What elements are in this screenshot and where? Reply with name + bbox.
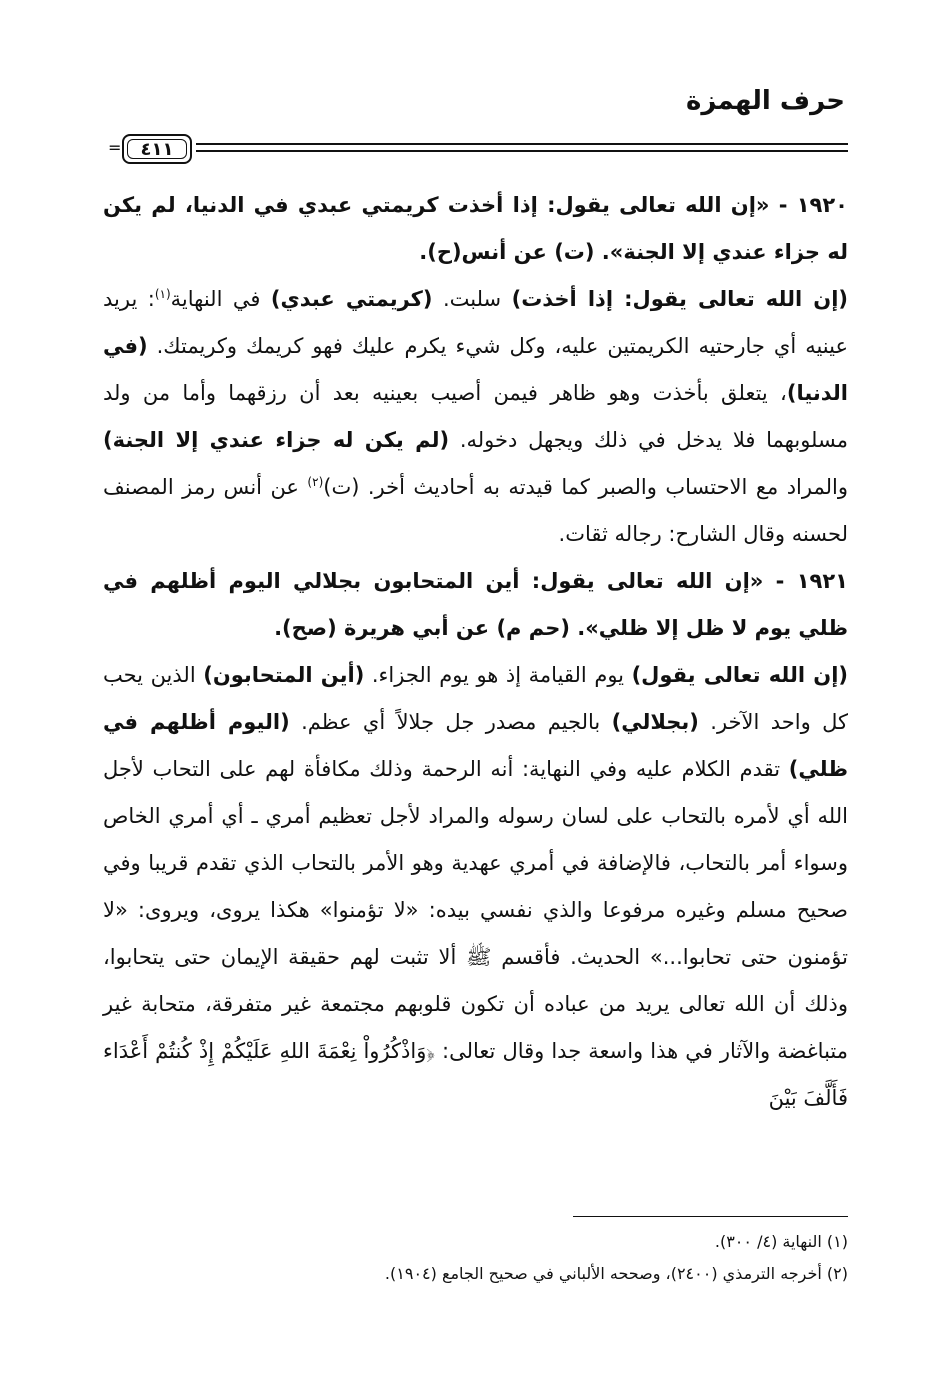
footnotes xyxy=(103,1226,848,1290)
hadith-paragraph xyxy=(103,182,848,276)
chapter-title: حرف الهمزة xyxy=(686,86,845,116)
hadith-text: «إن الله تعالى يقول: أين المتحابون بجلالي اليوم أظلهم في ظلي يوم لا ظل إلا ظلي». (حم م) عن أبي هريرة (صح). xyxy=(103,569,848,640)
commentary-text: يوم القيامة إذ هو يوم الجزاء. xyxy=(364,663,632,687)
commentary-text: ، يتعلق بأخذت وهو ظاهر فيمن أصيب بعينيه بعد أن رزقهما وأما من ولد مسلوبهما فلا يدخل في ذلك ويجهل دخوله. xyxy=(103,381,848,452)
header-rule-line-bottom xyxy=(196,150,848,152)
quoted-phrase: (إن الله تعالى يقول: إذا أخذت) xyxy=(511,287,849,311)
page-number-frame xyxy=(122,134,192,164)
header-decoration: = xyxy=(108,138,122,157)
quoted-phrase: (بجلالي) xyxy=(611,710,699,734)
hadith-paragraph xyxy=(103,558,848,652)
footnote-2: (٢) أخرجه الترمذي (٢٤٠٠)، وصححه الألباني في صحيح الجامع (١٩٠٤). xyxy=(384,1264,848,1283)
commentary-text: بالجيم مصدر جل جلالاً أي عظم. xyxy=(289,710,612,734)
quoted-phrase: (أين المتحابون) xyxy=(203,663,365,687)
commentary-text: والمراد مع الاحتساب والصبر كما قيدته به أحاديث أخر. (ت) xyxy=(323,475,848,499)
commentary-text: سلبت. xyxy=(432,287,512,311)
footnote-ref: (١) xyxy=(154,287,171,301)
commentary-text: الذين يحب كل واحد الآخر. xyxy=(103,663,848,734)
quoted-phrase: (لم يكن له جزاء عندي إلا الجنة) xyxy=(103,428,450,452)
footnote-separator xyxy=(573,1216,848,1217)
hadith-number: ١٩٢١ - xyxy=(763,569,848,593)
commentary-paragraph xyxy=(103,276,848,558)
commentary-paragraph xyxy=(103,652,848,1122)
quoted-phrase: (كريمتي عبدي) xyxy=(270,287,433,311)
hadith-number: ١٩٢٠ - xyxy=(769,193,849,217)
commentary-text: : يريد عينيه أي جارحتيه الكريمتين عليه، وكل شيء يكرم عليك فهو كريمك وكريمتك. xyxy=(103,287,848,358)
header-rule xyxy=(108,134,848,168)
footnote-ref: (٢) xyxy=(307,475,324,489)
quoted-phrase: (إن الله تعالى يقول) xyxy=(631,663,848,687)
header-rule-line-top xyxy=(196,143,848,145)
page-number: ٤١١ xyxy=(140,138,174,160)
quoted-phrase: (اليوم أظلهم في ظلي) xyxy=(103,710,848,781)
main-text xyxy=(103,182,848,1122)
footnote-1: (١) النهاية (٤/ ٣٠٠). xyxy=(714,1232,848,1251)
commentary-text: تقدم الكلام عليه وفي النهاية: أنه الرحمة وذلك مكافأة لهم على التحاب لأجل الله أي لأمره بالتحاب على لسان رسوله والمراد لأجل تعظيم أمري ـ أي أمري الخاص وسواء أمر بالتحاب، فالإضافة في أمري عهدية وهو الأمر بالتحاب الذي تقدم قريبا وفي صحيح مسلم وغيره مرفوعا والذي نفسي بيده: «لا تؤمنوا» هكذا يروى، ويروى: «لا تؤمنون حتى تحابوا...» الحديث. فأقسم ﷺ ألا تثبت لهم حقيقة الإيمان حتى يتحابوا، وذلك أن الله تعالى يريد من عباده أن تكون قلوبهم مجتمعة غير متفرقة، متحابة غير متباغضة والآثار في هذا واسعة جدا وقال تعالى: ﴿وَاذْكُرُواْ نِعْمَةَ اللهِ عَلَيْكُمْ إِذْ كُنتُمْ أَعْدَاء فَأَلَّفَ بَيْنَ xyxy=(103,757,848,1110)
hadith-text: «إن الله تعالى يقول: إذا أخذت كريمتي عبدي في الدنيا، لم يكن له جزاء عندي إلا الجنة». (ت) عن أنس(ح). xyxy=(103,193,848,264)
quoted-phrase: (في الدنيا) xyxy=(103,334,848,405)
commentary-text: في النهاية xyxy=(170,287,271,311)
commentary-text: عن أنس رمز المصنف لحسنه وقال الشارح: رجاله ثقات. xyxy=(103,475,848,546)
